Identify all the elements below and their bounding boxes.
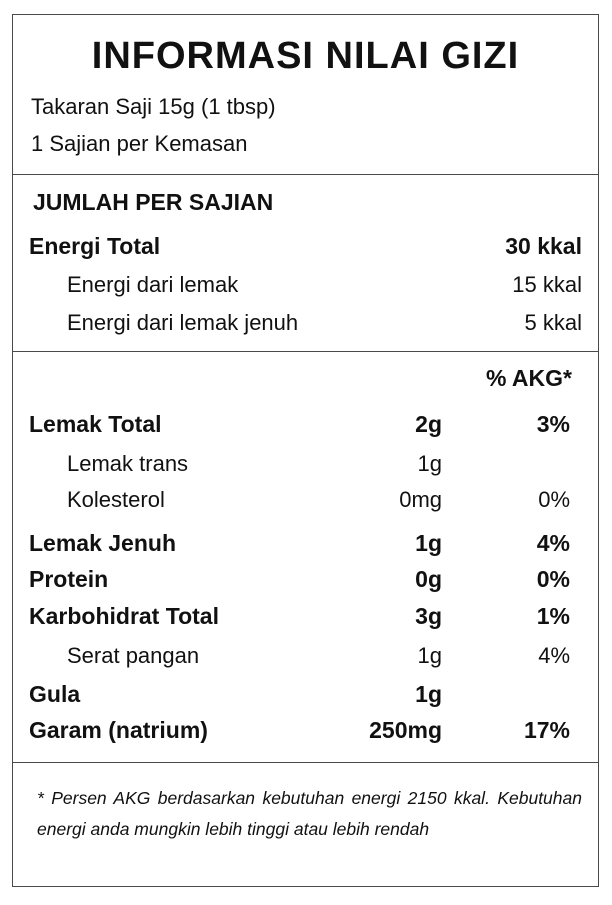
divider-energy (13, 351, 598, 352)
nutrition-label (12, 14, 599, 887)
divider-footnote (13, 762, 598, 763)
akg-footnote: * Persen AKG berdasarkan kebutuhan energi 2150 kkal. Kebutuhan energi anda mungkin lebih tinggi atau lebih rendah (37, 788, 582, 839)
nutrient-akg-saturated-fat: 4% (536, 530, 570, 556)
nutrient-amount-total-fat: 2g (415, 411, 442, 437)
energy-from-sat-fat-value: 5 kkal (524, 310, 582, 335)
nutrient-amount-cholesterol: 0mg (399, 487, 442, 512)
servings-per-pack: 1 Sajian per Kemasan (31, 131, 248, 156)
energy-from-fat-value: 15 kkal (512, 272, 582, 297)
energy-total-value: 30 kkal (505, 233, 582, 259)
nutrient-name-fiber: Serat pangan (67, 643, 200, 668)
nutrient-name-cholesterol: Kolesterol (67, 487, 165, 512)
nutrient-name-sugar: Gula (29, 681, 81, 707)
nutrient-amount-carbohydrate: 3g (415, 603, 442, 629)
nutrient-akg-carbohydrate: 1% (536, 603, 570, 629)
energy-from-fat-label: Energi dari lemak (67, 272, 239, 297)
serving-size: Takaran Saji 15g (1 tbsp) (31, 94, 276, 119)
nutrient-akg-protein: 0% (536, 566, 570, 592)
nutrient-akg-total-fat: 3% (536, 411, 570, 437)
nutrient-name-total-fat: Lemak Total (29, 411, 162, 437)
amount-per-serving-header: JUMLAH PER SAJIAN (33, 189, 274, 215)
nutrient-amount-sodium: 250mg (369, 717, 442, 743)
nutrient-amount-fiber: 1g (417, 643, 442, 668)
nutrient-name-protein: Protein (29, 566, 109, 592)
nutrient-akg-fiber: 4% (538, 643, 570, 668)
label-title: INFORMASI NILAI GIZI (91, 35, 520, 77)
nutrient-amount-sugar: 1g (415, 681, 442, 707)
energy-total-label: Energi Total (29, 233, 161, 259)
nutrient-name-saturated-fat: Lemak Jenuh (29, 530, 176, 556)
nutrient-akg-cholesterol: 0% (538, 487, 570, 512)
divider-serving (13, 174, 598, 175)
nutrient-name-trans-fat: Lemak trans (67, 451, 189, 476)
nutrient-name-sodium: Garam (natrium) (29, 717, 208, 743)
nutrient-akg-sodium: 17% (523, 717, 570, 743)
nutrient-amount-saturated-fat: 1g (415, 530, 442, 556)
nutrient-amount-protein: 0g (415, 566, 442, 592)
akg-header: % AKG* (485, 365, 572, 391)
nutrient-amount-trans-fat: 1g (417, 451, 442, 476)
nutrient-name-carbohydrate: Karbohidrat Total (29, 603, 219, 629)
energy-from-sat-fat-label: Energi dari lemak jenuh (67, 310, 299, 335)
